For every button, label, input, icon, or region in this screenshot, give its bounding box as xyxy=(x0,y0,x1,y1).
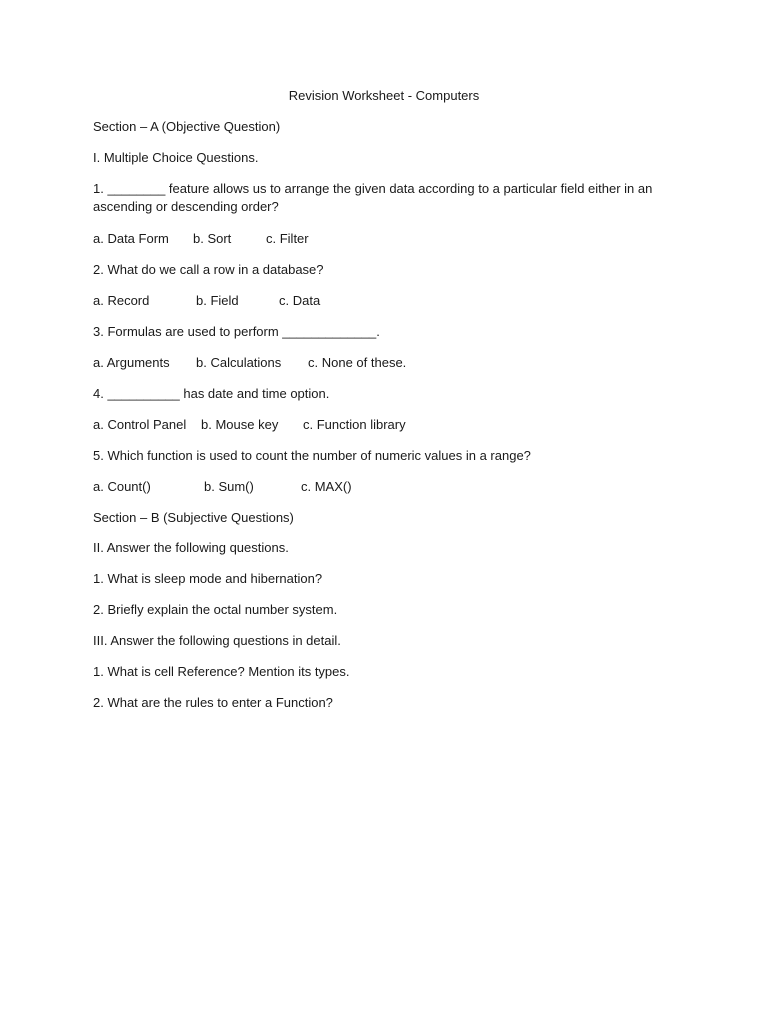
short-answer-heading: II. Answer the following questions. xyxy=(93,540,289,555)
question-1-option-c: c. Filter xyxy=(266,231,309,246)
question-5-option-a: a. Count() xyxy=(93,479,151,494)
question-2-option-a: a. Record xyxy=(93,293,150,308)
question-2-option-b: b. Field xyxy=(196,293,239,308)
question-1-option-a: a. Data Form xyxy=(93,231,169,246)
question-4-option-c: c. Function library xyxy=(303,417,406,432)
question-1: 1. ________ feature allows us to arrange the given data according to a particular field either in an ascending or descending order? xyxy=(93,181,653,214)
question-4-option-b: b. Mouse key xyxy=(201,417,279,432)
question-2: 2. What do we call a row in a database? xyxy=(93,262,324,277)
question-3-option-c: c. None of these. xyxy=(308,355,407,370)
question-2-option-c: c. Data xyxy=(279,293,321,308)
section-a-heading: Section – A (Objective Question) xyxy=(93,119,281,134)
question-5-option-c: c. MAX() xyxy=(301,479,352,494)
section-b-heading: Section – B (Subjective Questions) xyxy=(93,510,294,525)
short-question-1: 1. What is sleep mode and hibernation? xyxy=(93,571,323,586)
question-3-option-a: a. Arguments xyxy=(93,355,170,370)
question-5: 5. Which function is used to count the number of numeric values in a range? xyxy=(93,448,531,463)
long-answer-heading: III. Answer the following questions in detail. xyxy=(93,633,341,648)
question-5-option-b: b. Sum() xyxy=(204,479,254,494)
question-3-option-b: b. Calculations xyxy=(196,355,282,370)
short-question-2: 2. Briefly explain the octal number system. xyxy=(93,602,338,617)
question-4-option-a: a. Control Panel xyxy=(93,417,187,432)
long-question-1: 1. What is cell Reference? Mention its types. xyxy=(93,664,350,679)
question-1-option-b: b. Sort xyxy=(193,231,232,246)
question-3: 3. Formulas are used to perform _____________. xyxy=(93,324,380,339)
long-question-2: 2. What are the rules to enter a Function? xyxy=(93,695,333,710)
question-4: 4. __________ has date and time option. xyxy=(93,386,330,401)
worksheet-title: Revision Worksheet - Computers xyxy=(288,88,480,103)
multiple-choice-heading: I. Multiple Choice Questions. xyxy=(93,150,259,165)
